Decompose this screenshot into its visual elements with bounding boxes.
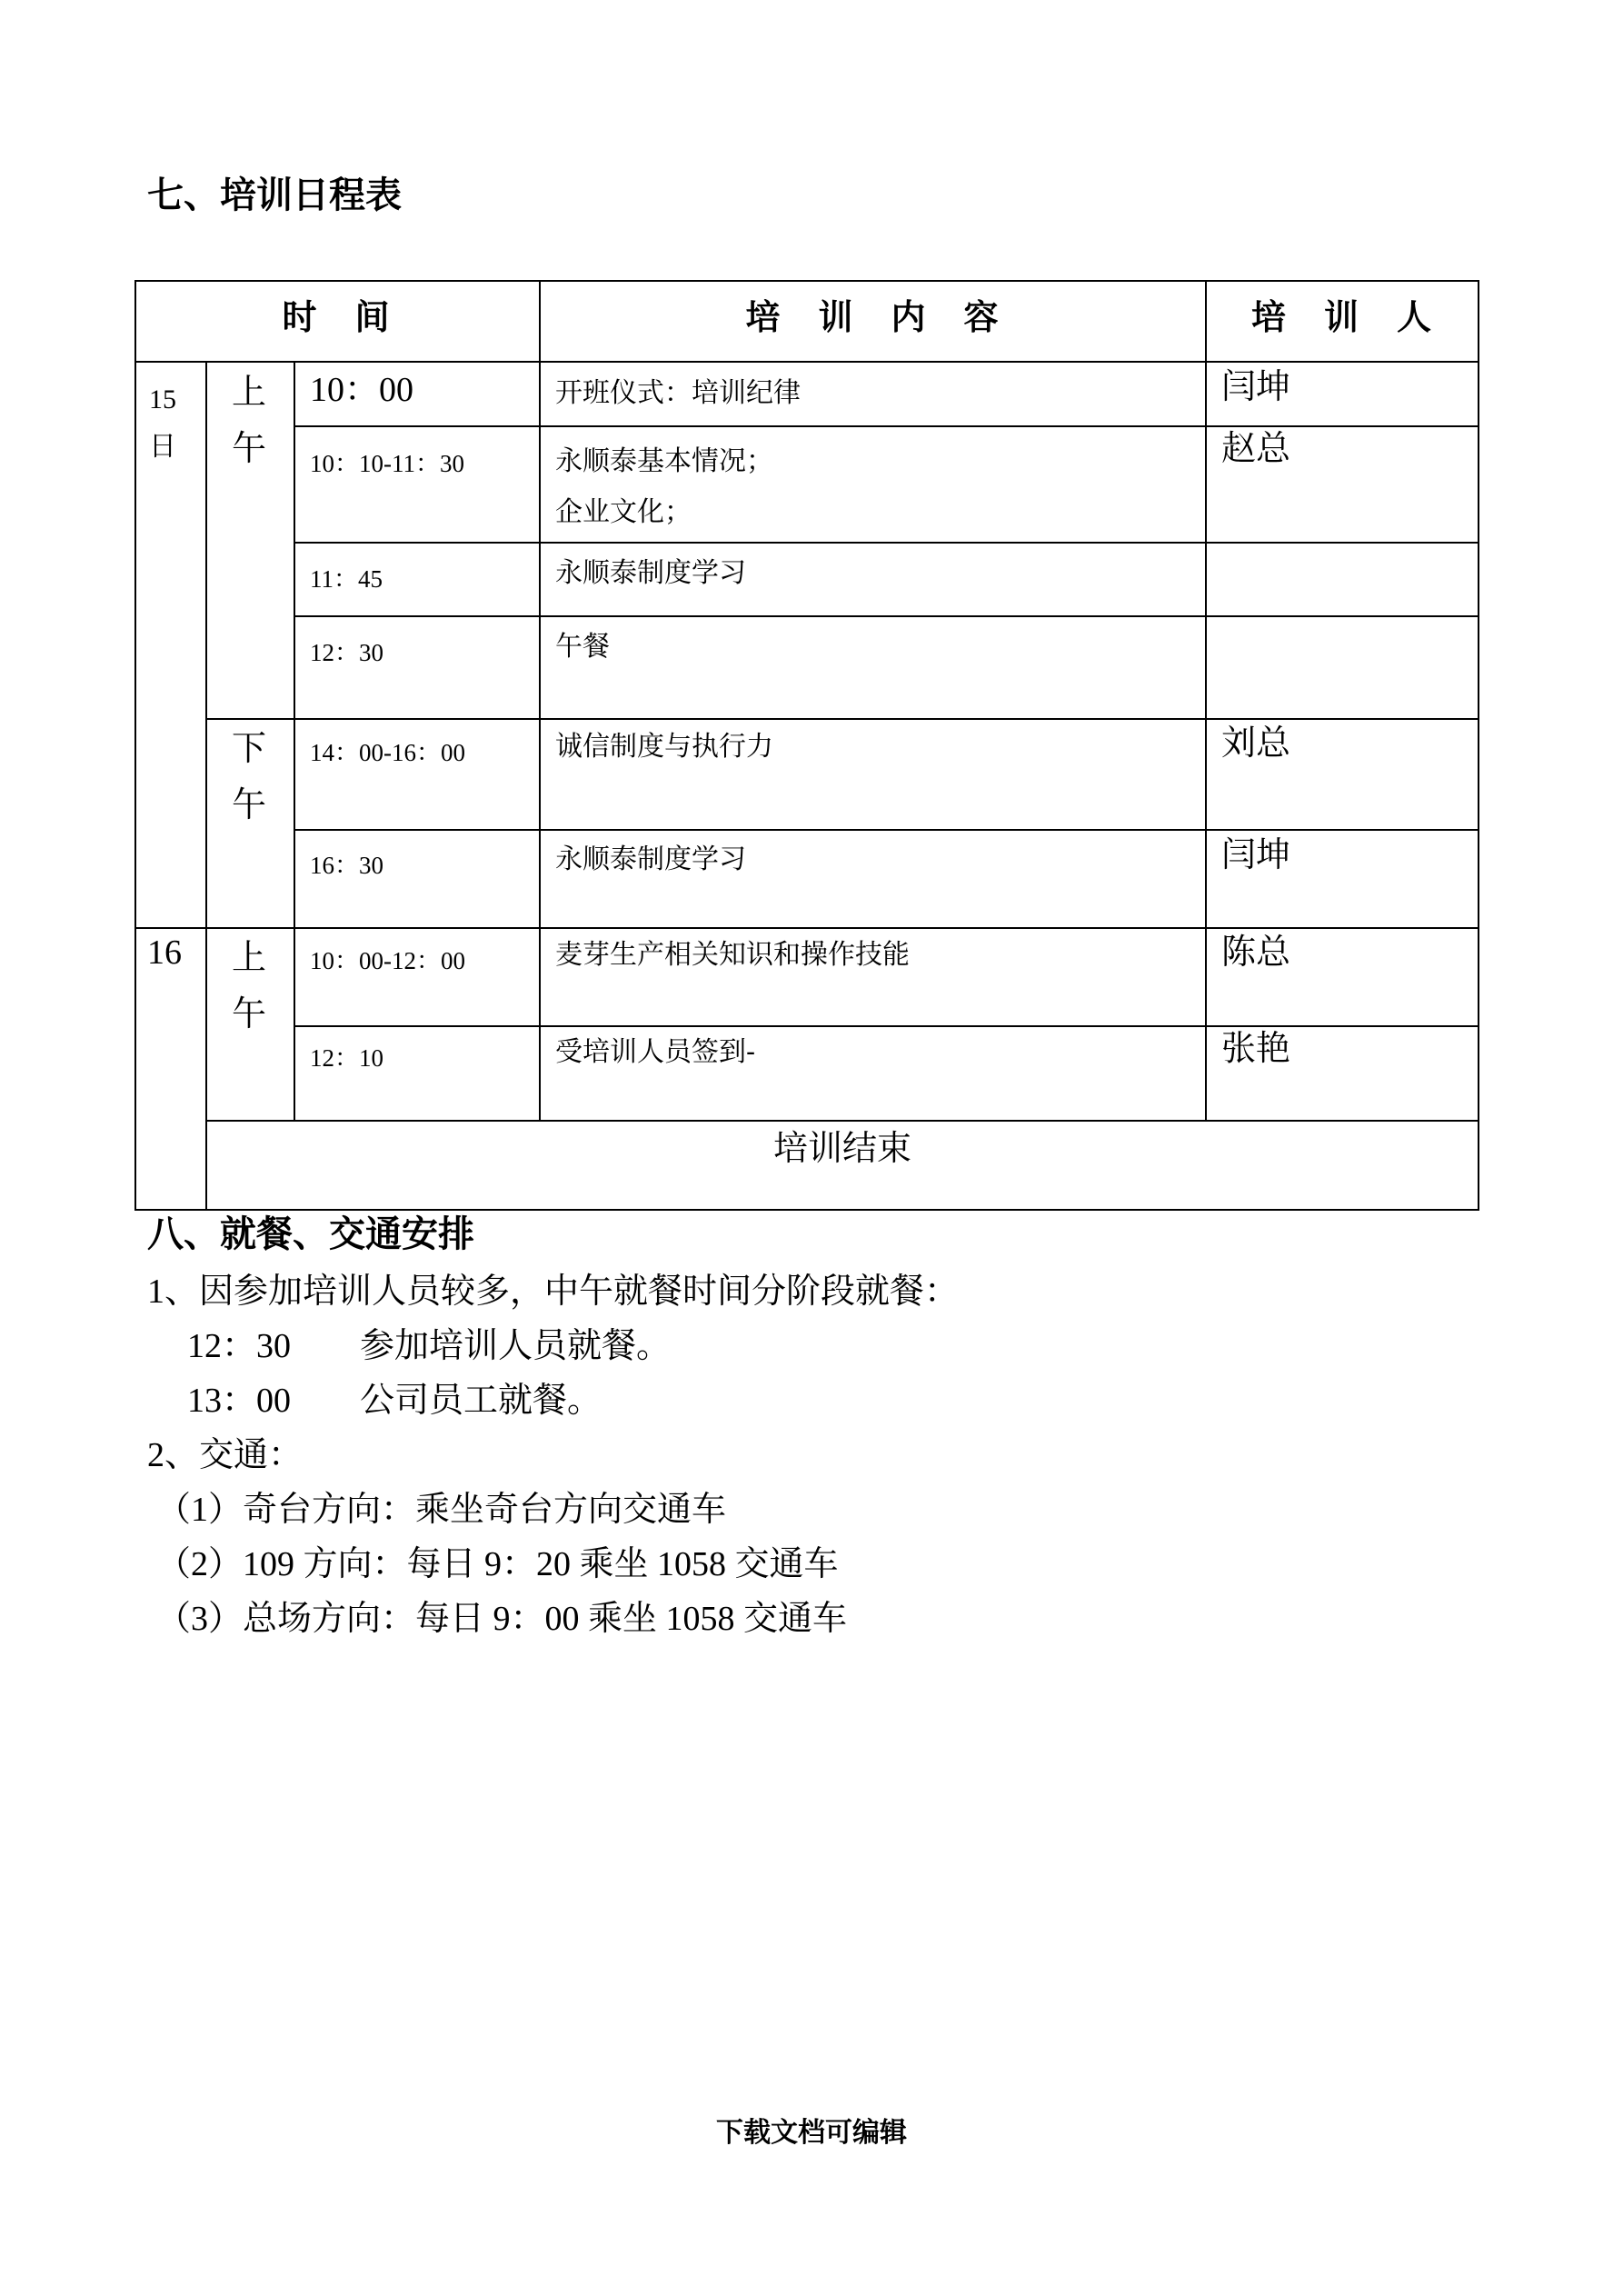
table-row-trainer: 张艳 xyxy=(1221,1028,1291,1068)
table-row-trainer: 陈总 xyxy=(1221,932,1291,972)
table-row-content: 受培训人员签到- xyxy=(555,1036,756,1068)
table-row-time: 11：45 xyxy=(310,565,383,593)
schedule-table xyxy=(134,280,1479,1211)
col-line-ampm xyxy=(294,361,295,1122)
table-row-content-line2: 企业文化； xyxy=(555,496,692,528)
table-row-trainer: 闫坤 xyxy=(1221,366,1291,406)
table-row-content: 诚信制度与执行力 xyxy=(555,731,773,763)
day-16-am-label: 上午 xyxy=(231,937,266,1033)
section-7-title: 七、培训日程表 xyxy=(147,175,402,216)
col-line-day xyxy=(205,361,207,1211)
table-row-time: 14：00-16：00 xyxy=(310,739,465,766)
transport-item-3: （3）总场方向：每日 9：00 乘坐 1058 交通车 xyxy=(156,1600,848,1638)
header-bottom-line xyxy=(134,361,1479,363)
day-15-pm-label: 下午 xyxy=(231,728,266,824)
table-row-content: 开班仪式：培训纪律 xyxy=(555,377,801,409)
table-row-time: 10：00-12：00 xyxy=(310,947,465,974)
row-line xyxy=(294,615,1479,617)
table-row-trainer: 刘总 xyxy=(1221,723,1291,763)
meal-time-2: 13：00 公司员工就餐。 xyxy=(187,1382,602,1420)
table-border-left xyxy=(134,280,136,1211)
table-row-content: 永顺泰制度学习 xyxy=(555,557,746,589)
header-trainer: 培 训 人 xyxy=(1250,297,1433,337)
day-15-suffix: 日 xyxy=(149,431,176,463)
table-row-trainer: 闫坤 xyxy=(1221,834,1291,874)
meal-note: 1、因参加培训人员较多，中午就餐时间分阶段就餐： xyxy=(147,1273,960,1311)
transport-item-2: （2）109 方向：每日 9：20 乘坐 1058 交通车 xyxy=(156,1545,839,1583)
day-15-number: 15 xyxy=(149,384,176,414)
day-16-number: 16 xyxy=(147,933,182,972)
table-border-top xyxy=(134,280,1479,282)
table-row-time: 12：10 xyxy=(310,1044,383,1072)
section-8-title: 八、就餐、交通安排 xyxy=(147,1213,474,1255)
row-line xyxy=(294,425,1479,427)
header-content: 培 训 内 容 xyxy=(745,297,1001,337)
table-row-content: 永顺泰基本情况； xyxy=(555,445,773,477)
day-15-am-label: 上午 xyxy=(231,372,266,468)
table-row-trainer: 赵总 xyxy=(1221,428,1291,468)
row-line xyxy=(206,1120,1479,1122)
table-row-time: 10：10-11：30 xyxy=(310,450,464,477)
training-end-label: 培训结束 xyxy=(772,1128,911,1168)
table-row-time: 12：30 xyxy=(310,639,383,666)
table-row-content: 永顺泰制度学习 xyxy=(555,844,746,875)
table-border-right xyxy=(1478,280,1479,1211)
table-row-time: 16：30 xyxy=(310,852,383,879)
row-line xyxy=(294,1025,1479,1027)
table-row-content: 午餐 xyxy=(555,631,610,663)
transport-item-1: （1）奇台方向：乘坐奇台方向交通车 xyxy=(156,1491,727,1529)
meal-time-1: 12：30 参加培训人员就餐。 xyxy=(187,1327,672,1365)
row-line xyxy=(294,542,1479,544)
table-row-content: 麦芽生产相关知识和操作技能 xyxy=(555,939,910,971)
transport-heading: 2、交通： xyxy=(147,1436,304,1474)
col-line-time xyxy=(539,280,541,1122)
col-line-content xyxy=(1205,280,1207,1122)
header-time: 时 间 xyxy=(282,297,392,337)
table-row-time: 10：00 xyxy=(310,371,414,409)
footer-note: 下载文档可编辑 xyxy=(716,2117,907,2149)
row-line xyxy=(294,829,1479,831)
